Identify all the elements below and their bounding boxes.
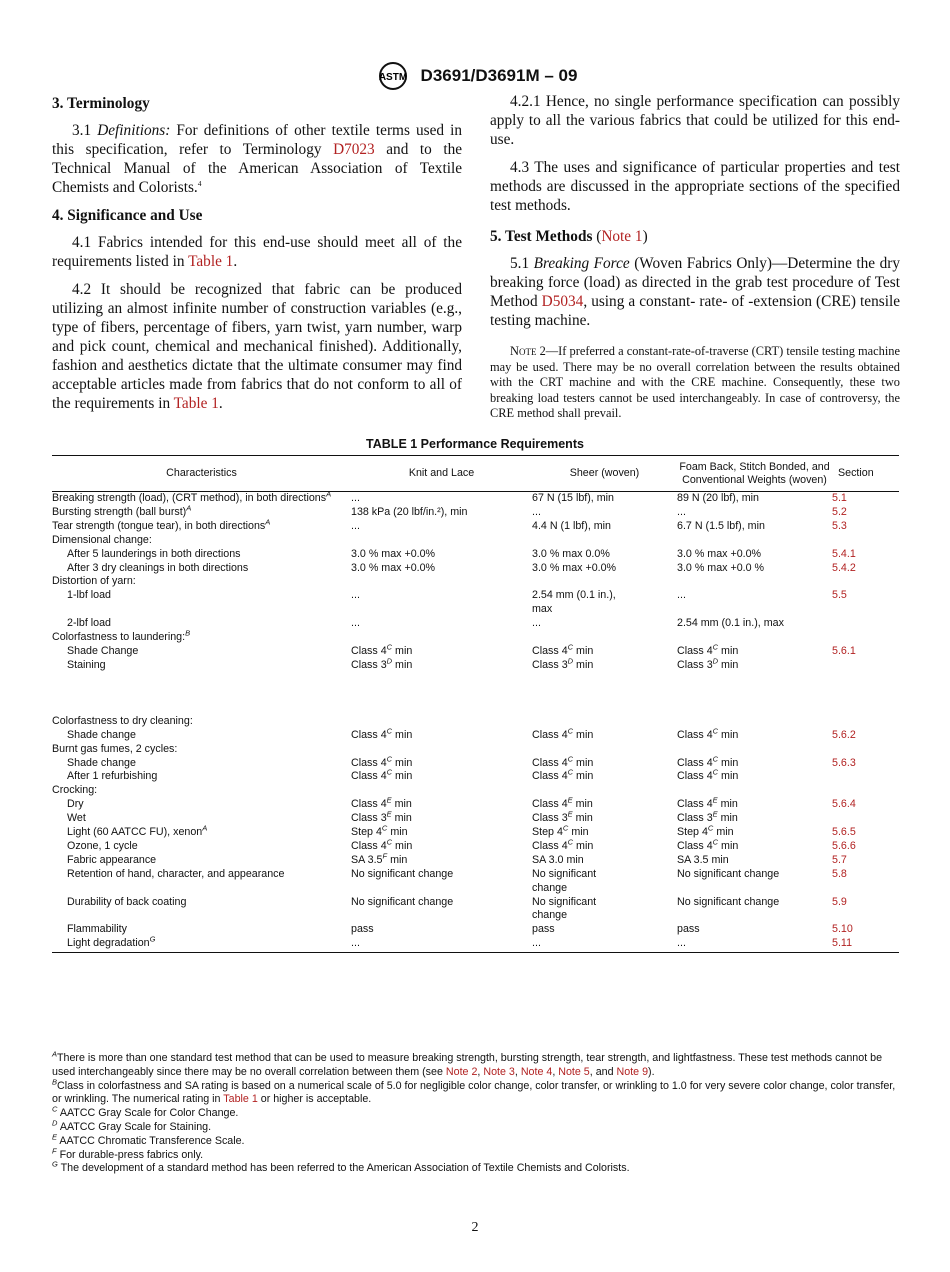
- footnote-c: $^C$ AATCC Gray Scale for Color Change.: [52, 1104, 239, 1120]
- cell-characteristic: Tear strength (tongue tear), in both directions$^A$: [52, 517, 271, 532]
- cell-section[interactable]: 5.9: [832, 895, 847, 908]
- table-row: [52, 937, 899, 952]
- section-4-heading: 4. Significance and Use: [52, 207, 203, 224]
- cell-section[interactable]: 5.6.6: [832, 839, 856, 852]
- cell-characteristic: Fabric appearance: [67, 853, 157, 866]
- cell-knit-lace: ...: [351, 937, 532, 952]
- cell-sheer: ...: [532, 505, 541, 518]
- cell-characteristic: Shade Change Staining: [67, 644, 139, 671]
- cell-characteristic: Shade change After 1 refurbishing: [67, 756, 158, 783]
- header-knit-lace: Knit and Lace: [351, 456, 532, 492]
- table-header-row: [52, 456, 899, 492]
- astm-logo-text: ASTM: [378, 72, 407, 83]
- cell-foam-back: SA 3.5 min: [677, 853, 729, 866]
- link-table-1[interactable]: Table 1: [173, 395, 219, 412]
- cell-sheer: ...: [532, 617, 541, 630]
- table-row: [52, 729, 899, 743]
- cell-foam-back: ...: [677, 589, 686, 602]
- cell-foam-back: No significant change: [677, 895, 780, 908]
- cell-characteristic: Burnt gas fumes, 2 cycles:: [52, 742, 178, 755]
- cell-knit-lace: Class $4^C$ min: [351, 726, 413, 741]
- cell-foam-back: [677, 743, 832, 757]
- header-section: Section: [832, 456, 899, 492]
- cell-sheer: [532, 743, 677, 757]
- cell-knit-lace: Class $4^C$ min Class $4^C$ min: [351, 753, 413, 783]
- paragraph-4-2-1: 4.2.1 Hence, no single performance specification can possibly apply to all the various fabrics that could be utilized for this end-use.: [490, 93, 900, 148]
- left-column: [52, 92, 462, 422]
- cell-foam-back: Class $4^C$ min Class $3^D$ min: [677, 642, 739, 671]
- cell-knit-lace: ...: [351, 519, 360, 532]
- cell-characteristic: Colorfastness to laundering:$^B$: [52, 628, 191, 644]
- cell-sheer: [532, 575, 677, 589]
- cell-section[interactable]: 5.4.2: [832, 561, 856, 574]
- cell-section[interactable]: 5.6.4: [832, 798, 856, 811]
- cell-knit-lace: [351, 534, 532, 548]
- cell-sheer: No significant change: [532, 895, 597, 922]
- cell-foam-back: ...: [677, 505, 686, 518]
- link-note-3[interactable]: Note 3: [483, 1065, 515, 1078]
- cell-characteristic: Colorfastness to dry cleaning:: [52, 714, 193, 727]
- cell-section[interactable]: 5.8: [832, 867, 847, 880]
- cell-characteristic: Breaking strength (load), (CRT method), in both directions$^A$: [52, 489, 332, 504]
- table-row: [52, 840, 899, 854]
- table-row: [52, 868, 899, 896]
- cell-sheer: Class $4^C$ min: [532, 837, 594, 852]
- cell-knit-lace: [351, 575, 532, 589]
- document-designation: D3691/D3691M – 09: [420, 66, 578, 85]
- table-row: [52, 854, 899, 868]
- cell-characteristic: After 5 launderings in both directions: [67, 547, 241, 560]
- table-row: [52, 534, 899, 548]
- cell-characteristic: Dry Wet: [67, 798, 86, 825]
- cell-sheer: Step $4^C$ min: [532, 823, 589, 839]
- cell-knit-lace: No significant change: [351, 867, 454, 880]
- table-footnotes: [52, 1049, 902, 1176]
- cell-sheer: [532, 784, 677, 798]
- footnote-g: $^G$ The development of a standard method has been referred to the American Association of Textile Chemists and Colorists.: [52, 1159, 630, 1175]
- table-row: [52, 784, 899, 798]
- cell-knit-lace: Step $4^C$ min: [351, 823, 408, 839]
- cell-knit-lace: [351, 784, 532, 798]
- paragraph-5-1: 5.1 Breaking Force (Woven Fabrics Only)—Determine the dry breaking force (load) as directed in the grab test procedure of Test Method D5034, using a constant- rate- of -extension (CRE) tensile testing machine.: [490, 255, 900, 329]
- cell-foam-back: 89 N (20 lbf), min: [677, 492, 759, 504]
- cell-characteristic: Retention of hand, character, and appearance: [67, 867, 285, 880]
- table-row: [52, 798, 899, 826]
- cell-sheer: Class $4^C$ min: [532, 726, 594, 741]
- link-note-4[interactable]: Note 4: [520, 1065, 553, 1078]
- header-characteristics: Characteristics: [52, 456, 351, 492]
- table-row: [52, 548, 899, 562]
- note-2: Note 2—If preferred a constant-rate-of-traverse (CRT) tensile testing machine may be used. There may be no overall correlation between the results obtained with the CRT machine and with the CRE machine. Consequently, these two breaking load testers cannot be used interchangeably. In case of controversy, the CRE method shall prevail.: [490, 344, 900, 420]
- cell-foam-back: pass: [677, 923, 700, 936]
- cell-sheer: Class $4^C$ min Class $4^C$ min: [532, 753, 594, 783]
- cell-foam-back: No significant change: [677, 867, 780, 880]
- header-sheer: Sheer (woven): [532, 456, 677, 492]
- cell-foam-back: [677, 715, 832, 729]
- cell-knit-lace: Class $4^C$ min Class $3^D$ min: [351, 642, 413, 671]
- cell-characteristic: Durability of back coating: [67, 895, 187, 908]
- table-row: [52, 743, 899, 757]
- cell-sheer: Class $4^C$ min Class $3^D$ min: [532, 642, 594, 671]
- cell-foam-back: ...: [677, 937, 832, 952]
- paragraph-4-1: 4.1 Fabrics intended for this end-use should meet all of the requirements listed in Table 1.: [52, 234, 462, 270]
- cell-characteristic: 2-lbf load: [67, 617, 111, 630]
- footnote-a: $^A$There is more than one standard test method that can be used to measure breaking strength, bursting strength, tear strength, and lightfastness. These test methods cannot be used interchangeably since there may be no overall correlation between them (see Note 2, Note 3, Note 4, Note 5, and Note 9).: [52, 1049, 883, 1078]
- cell-knit-lace: 138 kPa (20 lbf/in.²), min: [351, 505, 468, 518]
- page-number: 2: [471, 1220, 479, 1235]
- paragraph-4-3: 4.3 The uses and significance of particular properties and test methods are discussed in the appropriate sections of the specified test methods.: [490, 159, 900, 214]
- link-d7023[interactable]: D7023: [333, 141, 375, 158]
- cell-section[interactable]: 5.2: [832, 505, 847, 518]
- cell-knit-lace: 3.0 % max +0.0%: [351, 547, 436, 560]
- cell-section[interactable]: 5.6.5: [832, 826, 856, 839]
- cell-knit-lace: [351, 743, 532, 757]
- cell-knit-lace: No significant change: [351, 895, 454, 908]
- cell-section: [832, 743, 899, 757]
- table-row: [52, 562, 899, 576]
- cell-section: [832, 715, 899, 729]
- cell-section[interactable]: 5.4.1: [832, 547, 856, 560]
- cell-sheer: 4.4 N (1 lbf), min: [532, 519, 611, 532]
- paragraph-3-1: 3.1 Definitions: For definitions of other textile terms used in this specification, refer to Terminology D7023 and to the Technical Manual of the American Association of Textile Chemists and Colorists.$^4$: [52, 122, 463, 196]
- cell-sheer: [532, 715, 677, 729]
- footnote-d: $^D$ AATCC Gray Scale for Staining.: [52, 1118, 212, 1133]
- cell-foam-back: [677, 575, 832, 589]
- cell-characteristic: Ozone, 1 cycle: [67, 839, 138, 852]
- cell-sheer: 3.0 % max +0.0%: [532, 561, 617, 574]
- cell-foam-back: Step $4^C$ min: [677, 823, 734, 839]
- table-row: [52, 589, 899, 617]
- section-3-heading: 3. Terminology: [52, 95, 150, 112]
- cell-sheer: Class $4^E$ min Class $3^E$ min: [532, 795, 593, 825]
- cell-knit-lace: [351, 715, 532, 729]
- cell-knit-lace: [351, 631, 532, 645]
- cell-sheer: ...: [532, 937, 677, 952]
- cell-sheer: 3.0 % max 0.0%: [532, 547, 610, 560]
- table-row: [52, 506, 899, 520]
- link-note-2[interactable]: Note 2: [445, 1065, 478, 1078]
- cell-sheer: 2.54 mm (0.1 in.), max: [532, 589, 616, 616]
- cell-section[interactable]: 5.6.3: [832, 756, 856, 769]
- table-row: [52, 631, 899, 645]
- link-table-1[interactable]: Table 1: [188, 253, 234, 270]
- link-d5034[interactable]: D5034: [541, 293, 584, 310]
- footnote-e: $^E$ AATCC Chromatic Transference Scale.: [52, 1132, 245, 1147]
- cell-foam-back: [677, 631, 832, 645]
- cell-foam-back: 2.54 mm (0.1 in.), max: [677, 617, 784, 630]
- cell-knit-lace: ...: [351, 492, 360, 504]
- section-5-heading: 5. Test Methods (Note 1): [490, 228, 648, 245]
- table-row: [52, 645, 899, 715]
- table-row: [52, 617, 899, 631]
- cell-knit-lace: ...: [351, 617, 360, 630]
- table-row: [52, 520, 899, 534]
- link-note-1[interactable]: Note 1: [601, 228, 643, 245]
- performance-table: [52, 455, 899, 953]
- cell-section: [832, 617, 899, 631]
- cell-characteristic: Flammability: [67, 923, 127, 936]
- page-header: [0, 60, 950, 92]
- astm-logo-icon: [373, 60, 413, 92]
- cell-section: [832, 575, 899, 589]
- table-row: [52, 492, 899, 506]
- link-note-5[interactable]: Note 5: [558, 1065, 590, 1078]
- footnote-f: $^F$ For durable-press fabrics only.: [52, 1146, 204, 1161]
- cell-knit-lace: 3.0 % max +0.0%: [351, 561, 436, 574]
- cell-characteristic: Dimensional change:: [52, 533, 152, 546]
- cell-characteristic: 1-lbf load: [67, 589, 111, 602]
- cell-sheer: [532, 534, 677, 548]
- cell-characteristic: Bursting strength (ball burst)$^A$: [52, 503, 192, 518]
- link-note-9[interactable]: Note 9: [616, 1065, 649, 1078]
- cell-foam-back: [677, 534, 832, 548]
- table-title: TABLE 1 Performance Requirements: [366, 437, 584, 451]
- table-row: [52, 896, 899, 924]
- cell-characteristic: Light (60 AATCC FU), xenon$^A$: [67, 823, 208, 839]
- cell-section: [832, 784, 899, 798]
- cell-foam-back: Class $4^C$ min Class $4^C$ min: [677, 753, 739, 783]
- cell-section[interactable]: 5.1: [832, 492, 847, 504]
- cell-sheer: SA 3.0 min: [532, 853, 584, 866]
- table-row: [52, 923, 899, 937]
- cell-characteristic: Crocking:: [52, 784, 98, 797]
- cell-foam-back: 6.7 N (1.5 lbf), min: [677, 519, 765, 532]
- cell-section[interactable]: 5.10: [832, 923, 853, 936]
- cell-sheer: No significant change: [532, 867, 597, 894]
- footnote-b: $^B$Class in colorfastness and SA rating is based on a numerical scale of 5.0 for negligible color change, color transfer, or wrinkling to 1.0 for very severe color change, color transfer, or wrinkling. The numerical rating in Table 1 or higher is acceptable.: [52, 1077, 896, 1106]
- cell-characteristic: Light degradation$^G$: [52, 937, 351, 952]
- cell-section[interactable]: 5.7: [832, 853, 847, 866]
- paragraph-4-2: 4.2 It should be recognized that fabric can be produced utilizing an almost infinite number of construction variables (e.g., type of fibers, percentage of fibers, yarn twist, yarn number, warp and pick count, chemical and mechanical finished). Additionally, fashion and aesthetics dictate that the ultimate consumer may find acceptable articles made from fabrics that do not conform to all of the requirements in Table 1.: [52, 281, 462, 412]
- cell-sheer: pass: [532, 923, 555, 936]
- cell-section[interactable]: 5.5: [832, 589, 847, 602]
- table-row: [52, 715, 899, 729]
- link-table-1[interactable]: Table 1: [223, 1093, 258, 1106]
- cell-characteristic: Shade change: [67, 728, 136, 741]
- cell-characteristic: Distortion of yarn:: [52, 575, 136, 588]
- cell-foam-back: [677, 784, 832, 798]
- cell-knit-lace: pass: [351, 923, 374, 936]
- cell-knit-lace: Class $4^C$ min: [351, 837, 413, 852]
- cell-knit-lace: ...: [351, 589, 360, 602]
- cell-foam-back: 3.0 % max +0.0%: [677, 547, 762, 560]
- cell-sheer: [532, 631, 677, 645]
- cell-foam-back: Class $4^E$ min Class $3^E$ min: [677, 795, 738, 825]
- table-row: [52, 575, 899, 589]
- cell-sheer: 67 N (15 lbf), min: [532, 492, 614, 504]
- cell-section[interactable]: 5.6.2: [832, 728, 856, 741]
- cell-knit-lace: SA $3.5^F$ min: [351, 851, 408, 866]
- cell-foam-back: Class $4^C$ min: [677, 726, 739, 741]
- cell-knit-lace: Class $4^E$ min Class $3^E$ min: [351, 795, 412, 825]
- cell-section[interactable]: 5.11: [832, 937, 899, 952]
- right-column: [490, 92, 900, 422]
- cell-section[interactable]: 5.6.1: [832, 644, 856, 657]
- header-foam-back: Foam Back, Stitch Bonded, and Conventional Weights (woven): [677, 456, 832, 492]
- cell-section: [832, 534, 899, 548]
- cell-foam-back: 3.0 % max +0.0 %: [677, 561, 765, 574]
- cell-section[interactable]: 5.3: [832, 519, 847, 532]
- cell-section: [832, 631, 899, 645]
- cell-characteristic: After 3 dry cleanings in both directions: [67, 561, 249, 574]
- table-row: [52, 757, 899, 785]
- table-row: [52, 826, 899, 840]
- cell-foam-back: Class $4^C$ min: [677, 837, 739, 852]
